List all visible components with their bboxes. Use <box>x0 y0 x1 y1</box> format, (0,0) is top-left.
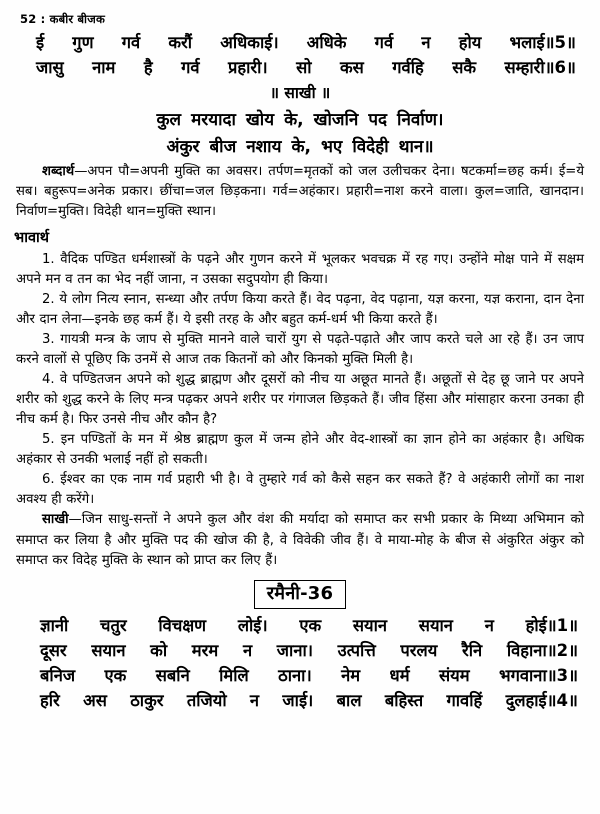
verse-block-bottom <box>14 613 586 713</box>
verse-word: न <box>421 33 431 53</box>
verse-word: सो <box>296 58 312 78</box>
doha-word: कुल <box>156 109 182 130</box>
verse-word: गर्वहि <box>392 58 424 78</box>
doha-word: मरयादा <box>191 109 236 130</box>
doha-word: अंकुर <box>166 136 200 157</box>
verse-word: बनिज <box>40 666 76 686</box>
running-head: 52 : कबीर बीजक <box>20 12 106 26</box>
verse-word: धर्म <box>389 666 410 686</box>
verse-word: विहाना॥2॥ <box>506 641 578 661</box>
verse-word: ई <box>36 33 45 53</box>
sakhi-marker: ॥ साखी ॥ <box>269 83 331 102</box>
verse-word: सयान <box>352 616 388 636</box>
verse-word: गर्व <box>181 58 200 78</box>
verse-word: न <box>249 691 260 711</box>
verse-word: उत्पत्ति <box>337 641 376 661</box>
verse-word: होई॥1॥ <box>525 616 578 636</box>
verse-word: जाना। <box>276 641 313 661</box>
verse-word: रैनि <box>461 641 483 661</box>
shabdarth-label: शब्दार्थ <box>42 164 75 180</box>
verse-line <box>14 638 586 663</box>
shabdarth-dash: — <box>74 164 88 180</box>
chapter-label-container <box>14 580 586 609</box>
verse-word: अधिके <box>306 33 347 53</box>
verse-word: बहिस्त <box>384 691 424 711</box>
verse-word: विचक्षण <box>158 616 207 636</box>
verse-word: सबनि <box>155 666 190 686</box>
verse-word: लोई। <box>237 616 268 636</box>
shabdarth-text: अपन पौ=अपनी मुक्ति का अवसर। तर्पण=मृतकों को जल उलीचकर देना। षटकर्मा=छह कर्म। ई=ये सब। बहुरूप=अनेक प्रकार। छींचा=जल छिड़कना। गर्व=अहंकार। प्रहारी=नाश करने वाला। कुल=जाति, खानदान। निर्वाण=मुक्ति। विदेही थान=मुक्ति स्थान। <box>16 164 584 220</box>
verse-word: न <box>242 641 253 661</box>
verse-word: मिलि <box>219 666 249 686</box>
sakhi-explanation-paragraph <box>14 510 586 570</box>
doha-word: के, <box>284 109 304 130</box>
verse-word: जासु <box>36 58 64 78</box>
verse-word: सम्हारी॥6॥ <box>504 58 576 78</box>
doha-line <box>14 107 586 134</box>
bhavarth-paragraph-3: 3. गायत्री मन्त्र के जाप से मुक्ति मानने वाले चारों युग से पढ़ते-पढ़ाते और जाप करते चले आ रहे हैं। उन जाप करने वालों से पूछिए कि उनमें से आज तक कितनों को और किनको मुक्ति मिली है। <box>16 331 584 367</box>
doha-word: पद <box>368 109 388 130</box>
verse-block-top <box>14 30 586 80</box>
verse-word: गर्व <box>374 33 394 53</box>
verse-word: सयान <box>91 641 126 661</box>
bhavarth-title: भावार्थ <box>14 230 50 247</box>
verse-word: हरि <box>40 691 60 711</box>
verse-line <box>14 663 586 688</box>
verse-word: एक <box>104 666 127 686</box>
verse-line <box>14 613 586 638</box>
verse-word: नेम <box>341 666 361 686</box>
verse-word: गावहिं <box>446 691 483 711</box>
verse-word: सयान <box>418 616 453 636</box>
bhavarth-paragraph-2: 2. ये लोग नित्य स्नान, सन्ध्या और तर्पण किया करते हैं। वेद पढ़ना, वेद पढ़ाना, यज्ञ करना, यज्ञ कराना, दान देना और दान लेना—इनके छह कर्म हैं। ये इसी तरह के और बहुत कर्म-धर्म भी किया करते हैं। <box>16 291 584 327</box>
verse-word: अधिकाई। <box>220 33 279 53</box>
doha-word: खोजनि <box>313 109 359 130</box>
verse-word: सकै <box>452 58 477 78</box>
verse-word: कस <box>339 58 364 78</box>
doha-word: भए <box>320 136 343 157</box>
sakhi-explanation-label: साखी <box>42 512 69 528</box>
verse-word: संयम <box>438 666 470 686</box>
verse-word: ठाना। <box>278 666 312 686</box>
verse-word: परलय <box>400 641 438 661</box>
verse-word: न <box>484 616 494 636</box>
verse-word: तजियो <box>186 691 227 711</box>
verse-word: मरम <box>191 641 219 661</box>
verse-word: ज्ञानी <box>40 616 69 636</box>
bhavarth-paragraph-6: 6. ईश्वर का एक नाम गर्व प्रहारी भी है। वे तुम्हारे गर्व को कैसे सहन कर सकते हैं? वे अहंकारी लोगों का नाश अवश्य ही करेंगे। <box>16 472 584 508</box>
doha-word: खोय <box>245 109 275 130</box>
verse-word: दूसर <box>40 641 67 661</box>
doha-word: बीज <box>209 136 237 157</box>
verse-word: जाई। <box>282 691 314 711</box>
doha-line <box>14 134 586 161</box>
bhavarth-paragraph-5: 5. इन पण्डितों के मन में श्रेष्ठ ब्राह्मण कुल में जन्म होने और वेद-शास्त्रों का ज्ञान होने का अहंकार है। अधिक अहंकार से उनकी भलाई नहीं हो सकती। <box>16 432 584 468</box>
verse-word: प्रहारी। <box>227 58 268 78</box>
verse-word: दुलहाई॥4॥ <box>505 691 578 711</box>
verse-line <box>14 55 586 80</box>
doha-block <box>14 107 586 161</box>
bhavarth-paragraph-1: 1. वैदिक पण्डित धर्मशास्त्रों के पढ़ने और गुणन करने में भूलकर भवचक्र में रह गए। उन्होंने मोक्ष पाने में सक्षम अपने मन व तन का भेद नहीं जाना, न उसका सदुपयोग ही किया। <box>16 251 584 287</box>
bhavarth-paragraph-4: 4. वे पण्डितजन अपने को शुद्ध ब्राह्मण और दूसरों को नीच या अछूत मानते हैं। अछूतों से देह छू जाने पर अपने शरीर को शुद्ध करने के लिए मन्त्र पढ़कर अपने शरीर पर गंगाजल छिड़कते हैं। जीव हिंसा और मांसाहार करना उनका ही नीच कर्म है। फिर उनसे नीच और कौन है? <box>16 372 584 428</box>
verse-word: करौं <box>168 33 193 53</box>
verse-word: नाम <box>92 58 116 78</box>
doha-word: नशाय <box>246 136 282 157</box>
verse-word: भलाई॥5॥ <box>509 33 576 53</box>
verse-line <box>14 30 586 55</box>
doha-word: विदेही <box>352 136 389 157</box>
sakhi-explanation-text: जिन साधु-सन्तों ने अपने कुल और वंश की मर्यादा को समाप्त कर सभी प्रकार के मिथ्या अभिमान को समाप्त कर लिया है और मुक्ति पद की खोज की है, वे विवेकी जीव हैं। वे माया-मोह के बीज से अंकुरित अंकुर को समाप्त कर विदेह मुक्ति के स्थान को प्राप्त कर लिए हैं। <box>16 512 584 568</box>
verse-word: ठाकुर <box>130 691 164 711</box>
verse-word: भगवाना॥3॥ <box>498 666 578 686</box>
verse-word: को <box>150 641 168 661</box>
verse-word: अस <box>83 691 107 711</box>
chapter-label-box: रमैनी-36 <box>254 580 347 609</box>
verse-word: बाल <box>336 691 362 711</box>
verse-word: होय <box>458 33 482 53</box>
verse-line <box>14 688 586 713</box>
doha-word: निर्वाण। <box>397 109 444 130</box>
verse-word: चतुर <box>100 616 127 636</box>
sakhi-explanation-dash: — <box>68 512 82 528</box>
verse-word: एक <box>299 616 322 636</box>
verse-word: गर्व <box>121 33 141 53</box>
doha-word: के, <box>291 136 311 157</box>
verse-word: गुण <box>72 33 94 53</box>
shabdarth-paragraph <box>14 162 586 222</box>
doha-word: थान॥ <box>398 136 434 157</box>
verse-word: है <box>143 58 153 78</box>
